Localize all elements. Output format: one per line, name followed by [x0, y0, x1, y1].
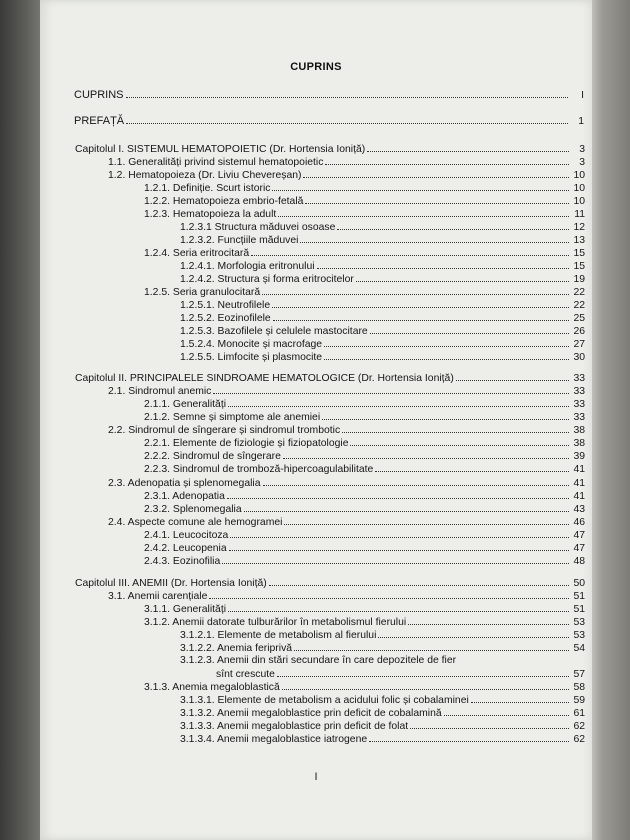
toc-entry-label: 1.2.4.1. Morfologia eritronului [180, 261, 315, 272]
toc-entry-page: 25 [573, 313, 585, 324]
toc-entry-page: 13 [573, 235, 585, 246]
toc-leader-dots [300, 229, 569, 243]
toc-entry [180, 637, 585, 654]
toc-entry-page: 15 [573, 261, 585, 272]
toc-leader-dots [322, 406, 569, 420]
toc-leader-dots [262, 281, 569, 295]
toc-leader-dots [272, 294, 569, 308]
toc-entry-label: 2.4.2. Leucopenia [144, 543, 227, 554]
toc-leader-dots [305, 190, 569, 204]
toc-entry-page: 59 [573, 695, 585, 706]
toc-entry [180, 268, 585, 285]
toc-entry [144, 611, 585, 628]
toc-entry-label: 3.1.3.1. Elemente de metabolism a acidului folic și cobalaminei [180, 695, 469, 706]
toc-leader-dots [222, 550, 569, 564]
toc-leader-dots [282, 676, 569, 690]
toc-entry-label: 1.2.5. Seria granulocitară [144, 287, 261, 298]
toc-entry-label: 1.2.4. Seria eritrocitară [144, 248, 250, 259]
toc-entry-label: 1.2. Hematopoieza (Dr. Liviu Chevereșan) [108, 170, 302, 181]
toc-leader-dots [228, 598, 569, 612]
toc-entry-page: 54 [573, 643, 585, 654]
toc-entry-label: 2.4.1. Leucocitoza [144, 530, 229, 541]
toc-entry-page: 38 [573, 438, 585, 449]
toc-leader-dots [324, 333, 569, 347]
toc-entry [74, 110, 584, 127]
toc-entry [216, 663, 585, 680]
toc-entry [144, 458, 585, 475]
toc-entry [144, 281, 585, 298]
toc-entry-page: 62 [573, 734, 585, 745]
toc-entry-page: 51 [573, 604, 585, 615]
toc-entry-page: 61 [573, 708, 585, 719]
toc-entry-label: 1.2.4.2. Structura și forma eritrocitelor [180, 274, 354, 285]
toc-entry-page: 47 [573, 543, 585, 554]
toc-entry [180, 216, 585, 233]
toc-entry-label: 3.1.2. Anemii datorate tulburărilor în metabolismul fierului [144, 617, 407, 628]
toc-leader-dots [456, 367, 569, 381]
toc-entry-page: 12 [573, 222, 585, 233]
toc-entry-page: 10 [573, 196, 585, 207]
toc-entry [144, 406, 585, 423]
toc-entry [74, 84, 584, 101]
toc-entry [144, 498, 585, 515]
toc-leader-dots [370, 320, 569, 334]
toc-entry-page: 48 [573, 556, 585, 567]
toc-entry-page: 11 [574, 209, 585, 220]
toc-leader-dots [277, 663, 569, 677]
toc-entry-page: 33 [573, 386, 585, 397]
toc-entry [108, 419, 585, 436]
toc-leader-dots [126, 84, 568, 98]
toc-entry-page: 33 [573, 412, 585, 423]
toc-leader-dots [367, 138, 569, 152]
toc-entry [180, 650, 585, 666]
toc-entry-label: 1.2.5.5. Limfocite și plasmocite [180, 352, 323, 363]
toc-entry-label: 3.1.3.3. Anemii megaloblastice prin deficit de folat [180, 721, 409, 732]
toc-entry-page: 10 [573, 170, 585, 181]
toc-entry-label: 3.1.1. Generalități [144, 604, 227, 615]
toc-entry [75, 367, 585, 384]
toc-leader-dots [278, 203, 569, 217]
toc-leader-dots [458, 650, 569, 663]
toc-leader-dots [408, 611, 569, 625]
toc-entry [144, 393, 585, 410]
toc-entry-page: 51 [573, 591, 585, 602]
toc-leader-dots [471, 689, 569, 703]
toc-entry-page: 62 [573, 721, 585, 732]
page-number: I [314, 771, 318, 783]
toc-leader-dots [317, 255, 569, 269]
toc-entry-label: 2.1. Sindromul anemic [108, 386, 212, 397]
toc-leader-dots [444, 702, 569, 716]
toc-entry-label: 1.2.1. Definiție. Scurt istoric [144, 183, 271, 194]
toc-leader-dots [283, 445, 569, 459]
toc-leader-dots [227, 485, 569, 499]
toc-entry-label: 1.1. Generalități privind sistemul hematopoietic [108, 157, 324, 168]
toc-leader-dots [229, 537, 569, 551]
toc-entry-page: 41 [573, 464, 585, 475]
toc-entry [144, 242, 585, 259]
toc-entry-label: 2.3.2. Splenomegalia [144, 504, 242, 515]
toc-leader-dots [269, 572, 569, 586]
toc-leader-dots [273, 307, 569, 321]
toc-entry [108, 151, 585, 168]
toc-entry [180, 702, 585, 719]
toc-entry [75, 138, 585, 155]
toc-entry-label: 1.5.2.4. Monocite și macrofage [180, 339, 323, 350]
toc-entry [75, 572, 585, 589]
toc-entry-page: 22 [573, 287, 585, 298]
toc-entry-page: 1 [578, 116, 584, 127]
toc-entry [144, 524, 585, 541]
toc-entry-label: 2.4.3. Eozinofilia [144, 556, 221, 567]
toc-entry-label: 3.1.3.2. Anemii megaloblastice prin deficit de cobalamină [180, 708, 442, 719]
toc-entry-label: 1.2.3. Hematopoieza la adult [144, 209, 277, 220]
toc-leader-dots [410, 715, 569, 729]
toc-entry-label: Capitolul III. ANEMII (Dr. Hortensia Ioniță) [75, 578, 267, 589]
toc-entry-label: 2.4. Aspecte comune ale hemogramei [108, 517, 283, 528]
toc-entry [180, 728, 585, 745]
toc-entry-label: 1.2.3.2. Funcțiile măduvei [180, 235, 299, 246]
toc-entry [144, 432, 585, 449]
toc-entry-label: 2.2.3. Sindromul de tromboză-hipercoagulabilitate [144, 464, 374, 475]
toc-entry-label: 1.2.3.1 Structura măduvei osoase [180, 222, 336, 233]
toc-entry-label: PREFAȚĂ [74, 115, 125, 127]
toc-leader-dots [324, 346, 569, 360]
toc-entry [180, 346, 585, 363]
book-spine-shadow [0, 0, 42, 840]
toc-leader-dots [378, 624, 569, 638]
toc-leader-dots [342, 419, 569, 433]
toc-entry [108, 585, 585, 602]
toc-entry-page: 47 [573, 530, 585, 541]
toc-leader-dots [294, 637, 569, 651]
toc-entry-label: 3.1.3.4. Anemii megaloblastice iatrogene [180, 734, 368, 745]
toc-entry-page: 22 [573, 300, 585, 311]
toc-leader-dots [284, 511, 569, 525]
toc-entry [144, 445, 585, 462]
toc-entry [144, 676, 585, 693]
toc-entry [144, 190, 585, 207]
toc-entry-page: 30 [573, 352, 585, 363]
toc-entry [180, 294, 585, 311]
page-title: CUPRINS [290, 61, 342, 73]
toc-entry-page: 19 [573, 274, 585, 285]
toc-entry-page: 41 [573, 491, 585, 502]
toc-entry [180, 320, 585, 337]
toc-leader-dots [230, 524, 569, 538]
toc-entry-label: 2.1.1. Generalități [144, 399, 227, 410]
toc-entry-label: Capitolul I. SISTEMUL HEMATOPOIETIC (Dr. Hortensia Ioniță) [75, 144, 366, 155]
book-edge [590, 0, 630, 840]
toc-entry-label: 2.3. Adenopatia și splenomegalia [108, 478, 261, 489]
toc-entry [180, 255, 585, 272]
toc-entry [144, 177, 585, 194]
toc-entry [180, 689, 585, 706]
toc-entry-label: 2.3.1. Adenopatia [144, 491, 225, 502]
toc-entry-label: Capitolul II. PRINCIPALELE SINDROAME HEMATOLOGICE (Dr. Hortensia Ioniță) [75, 373, 454, 384]
toc-entry-page: 50 [573, 578, 585, 589]
toc-entry-label: 2.2.1. Elemente de fiziologie și fiziopatologie [144, 438, 349, 449]
toc-leader-dots [251, 242, 569, 256]
toc-entry-page: 33 [573, 399, 585, 410]
toc-entry-page: 3 [579, 144, 585, 155]
toc-entry-page: 53 [573, 630, 585, 641]
toc-entry-label: 3.1.3. Anemia megaloblastică [144, 682, 280, 693]
toc-leader-dots [228, 393, 569, 407]
toc-entry [108, 472, 585, 489]
toc-entry-label: 1.2.5.3. Bazofilele și celulele mastocitare [180, 326, 368, 337]
toc-entry-page: 46 [573, 517, 585, 528]
toc-leader-dots [375, 458, 569, 472]
toc-entry-page: 57 [573, 669, 585, 680]
toc-entry [144, 550, 585, 567]
toc-entry-label: 1.2.5.2. Eozinofilele [180, 313, 271, 324]
toc-entry-page: 26 [573, 326, 585, 337]
toc-entry-label: 2.2. Sindromul de sîngerare și sindromul trombotic [108, 425, 341, 436]
toc-entry-page: 33 [573, 373, 585, 384]
toc-entry-label: 2.2.2. Sindromul de sîngerare [144, 451, 281, 462]
toc-leader-dots [209, 585, 569, 599]
toc-leader-dots [263, 472, 569, 486]
toc-entry-label: 2.1.2. Semne și simptome ale anemiei [144, 412, 321, 423]
toc-entry-label: CUPRINS [74, 89, 124, 101]
toc-entry [144, 537, 585, 554]
toc-entry [108, 511, 585, 528]
toc-entry [108, 380, 585, 397]
toc-leader-dots [303, 164, 569, 178]
toc-entry-label: sînt crescute [216, 669, 275, 680]
toc-entry-label: 3.1.2.3. Anemii din stări secundare în care depozitele de fier [180, 655, 457, 666]
toc-entry-page: 38 [573, 425, 585, 436]
toc-entry [144, 598, 585, 615]
toc-entry-page: 10 [573, 183, 585, 194]
toc-entry-label: 1.2.5.1. Neutrofilele [180, 300, 271, 311]
toc-entry [180, 229, 585, 246]
toc-entry-page: I [581, 90, 584, 101]
toc-entry-label: 3.1.2.2. Anemia feriprivă [180, 643, 293, 654]
toc-entry-page: 58 [573, 682, 585, 693]
toc-entry [180, 624, 585, 641]
toc-entry [144, 485, 585, 502]
toc-leader-dots [244, 498, 569, 512]
toc-leader-dots [337, 216, 569, 230]
toc-entry [180, 715, 585, 732]
toc-entry-page: 15 [573, 248, 585, 259]
toc-entry [180, 307, 585, 324]
toc-entry-page: 53 [573, 617, 585, 628]
toc-leader-dots [369, 728, 569, 742]
toc-leader-dots [213, 380, 569, 394]
toc-leader-dots [126, 110, 568, 124]
toc-entry-page: 43 [573, 504, 585, 515]
toc-leader-dots [350, 432, 569, 446]
toc-leader-dots [272, 177, 569, 191]
toc-entry-page: 39 [573, 451, 585, 462]
toc-entry [144, 203, 585, 220]
toc-entry-label: 3.1.2.1. Elemente de metabolism al fierului [180, 630, 377, 641]
toc-entry-page: 3 [579, 157, 585, 168]
toc-entry-label: 3.1. Anemii carențiale [108, 591, 208, 602]
toc-entry [108, 164, 585, 181]
toc-leader-dots [356, 268, 569, 282]
toc-leader-dots [325, 151, 569, 165]
toc-entry-page: 41 [573, 478, 585, 489]
toc-entry-label: 1.2.2. Hematopoieza embrio-fetală [144, 196, 304, 207]
book-page [40, 0, 592, 840]
toc-entry-page: 27 [573, 339, 585, 350]
toc-entry [180, 333, 585, 350]
